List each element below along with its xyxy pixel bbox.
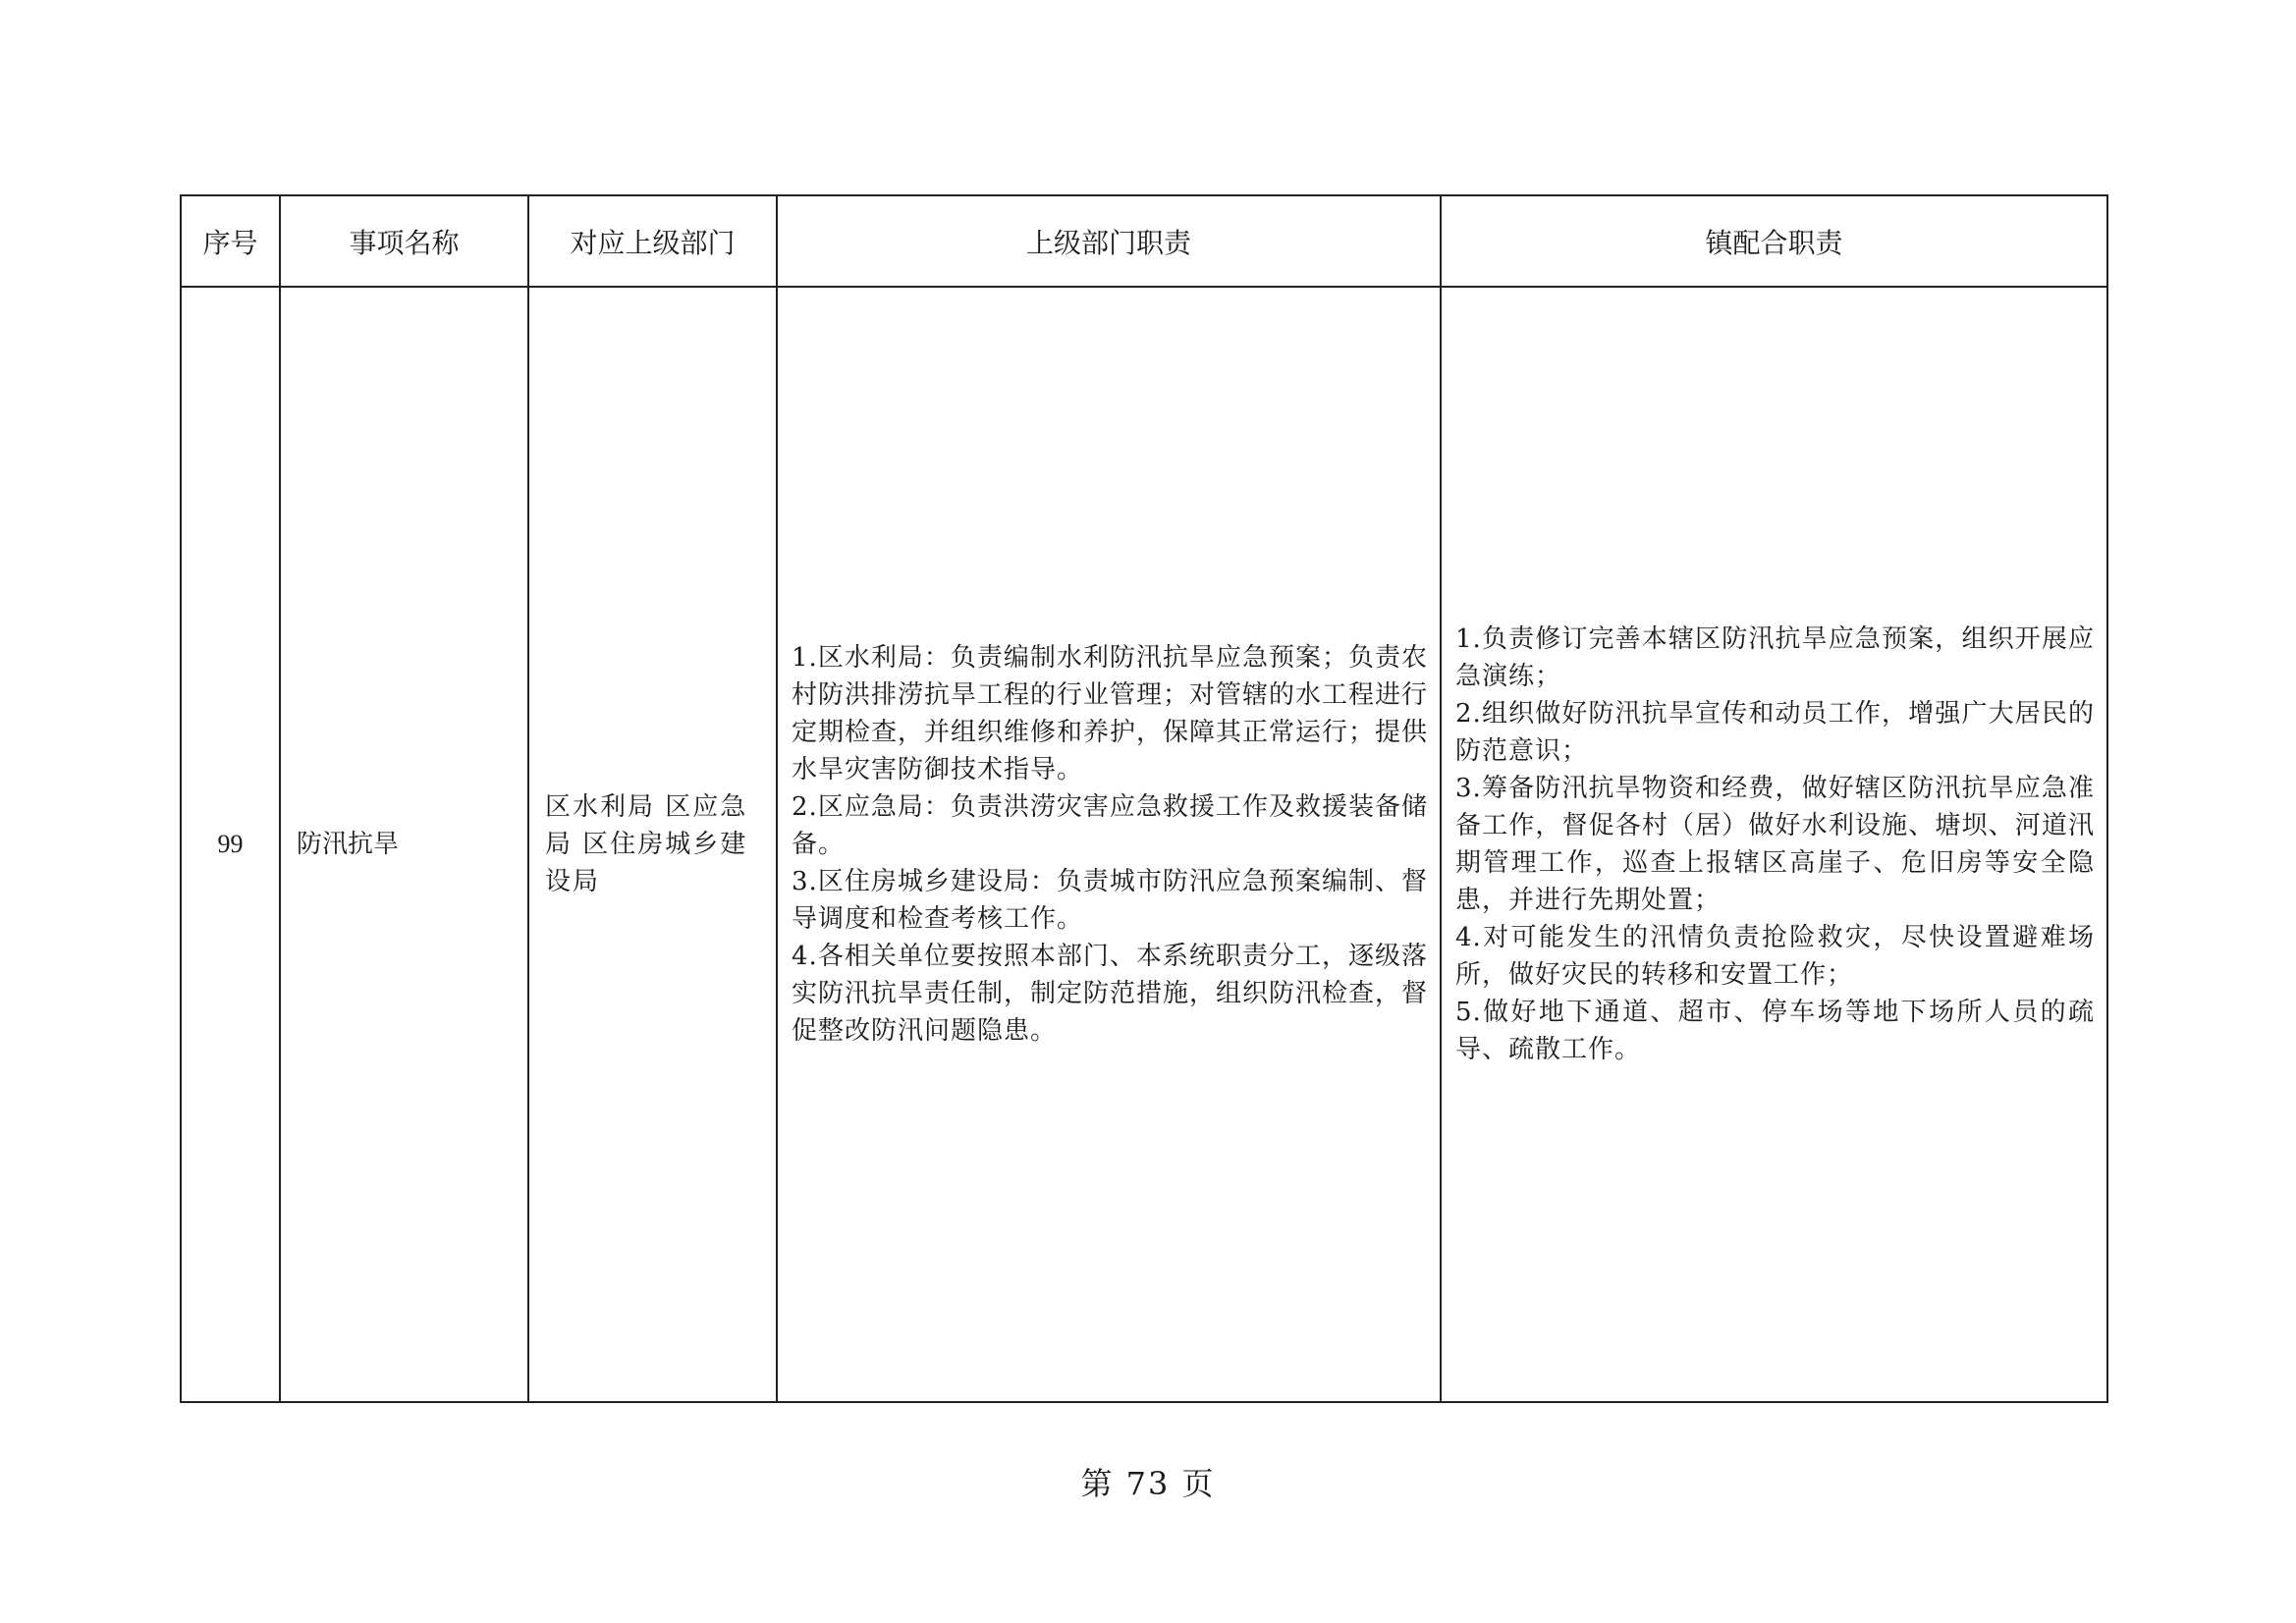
header-serial-no: 序号 (181, 195, 280, 287)
header-town-coop-duty: 镇配合职责 (1441, 195, 2107, 287)
duty-item: 4.各相关单位要按照本部门、本系统职责分工，逐级落实防汛抗旱责任制，制定防范措施，组织防汛检查，督促整改防汛问题隐患。 (792, 942, 1429, 1046)
table-row (181, 287, 2107, 1402)
duty-item: 1.区水利局：负责编制水利防汛抗旱应急预案；负责农村防洪排涝抗旱工程的行业管理；对管辖的水工程进行定期检查，并组织维修和养护，保障其正常运行；提供水旱灾害防御技术指导。 (792, 643, 1429, 784)
header-superior-duty: 上级部门职责 (777, 195, 1441, 287)
header-superior-dept: 对应上级部门 (528, 195, 777, 287)
page-number: 第 73 页 (1080, 1465, 1216, 1502)
cell-superior-dept: 区水利局 区应急局 区住房城乡建设局 (528, 287, 777, 1402)
cell-serial-no: 99 (181, 287, 280, 1402)
cell-item-name: 防汛抗旱 (280, 287, 528, 1402)
cell-superior-duty (777, 287, 1441, 1402)
coop-item: 4.对可能发生的汛情负责抢险救灾，尽快设置避难场所，做好灾民的转移和安置工作； (1455, 923, 2095, 990)
duty-item: 3.区住房城乡建设局：负责城市防汛应急预案编制、督导调度和检查考核工作。 (792, 867, 1428, 934)
coop-item: 3.筹备防汛抗旱物资和经费，做好辖区防汛抗旱应急准备工作，督促各村（居）做好水利设施、塘坝、河道汛期管理工作，巡查上报辖区高崖子、危旧房等安全隐患，并进行先期处置； (1455, 774, 2095, 915)
coop-item: 2.组织做好防汛抗旱宣传和动员工作，增强广大居民的防范意识； (1455, 699, 2095, 766)
duty-table (180, 194, 2108, 1403)
coop-item: 1.负责修订完善本辖区防汛抗旱应急预案，组织开展应急演练； (1455, 624, 2095, 691)
coop-item: 5.做好地下通道、超市、停车场等地下场所人员的疏导、疏散工作。 (1455, 998, 2095, 1064)
header-item-name: 事项名称 (280, 195, 528, 287)
table-header-row (181, 195, 2107, 287)
cell-town-coop-duty (1441, 287, 2107, 1402)
duty-item: 2.区应急局：负责洪涝灾害应急救援工作及救援装备储备。 (792, 792, 1428, 859)
